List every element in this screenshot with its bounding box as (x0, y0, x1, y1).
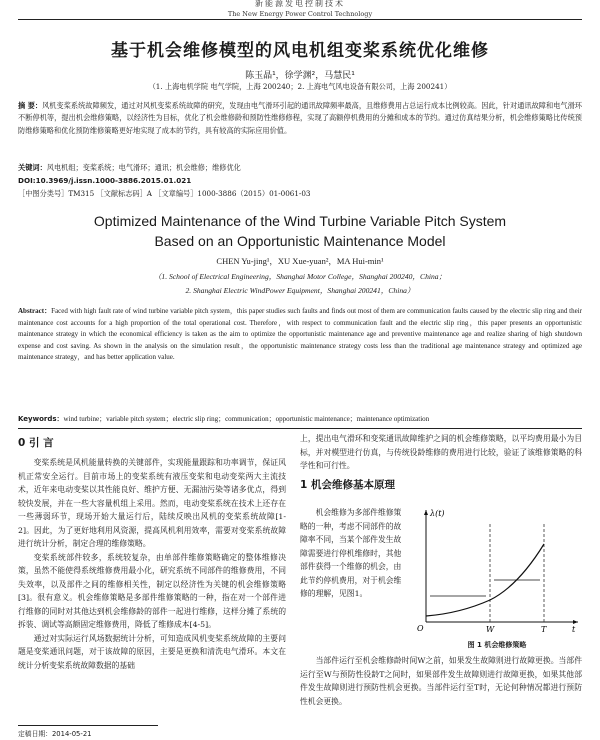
figure-wrap-text (300, 506, 404, 601)
abstract-cn-text: 风机变桨系统故障频发，通过对风机变桨系统故障的研究，发现由电气滑环引起的通讯故障频率最高，且维修费用占总运行成本比例较高。因此，针对通讯故障和电气滑环不断停机等，提出机会维修策略，以经济性为目标，优化了机会维修龄和预防性维修修程，实现了高额停机费用的分摊和成本的节约。通过仿真结果分析，机会维修策略比传统预防维修策略和优化预防维修策略更好地实现了成本的节约，具有较高的实际应用价值。 (18, 101, 582, 135)
footer-received-date: 定稿日期：2014-05-21 (18, 730, 92, 738)
paper-title-cn: 基于机会维修模型的风电机组变桨系统优化维修 (111, 41, 489, 61)
figure-1-caption: 图 1 机会维修策略 (467, 641, 527, 649)
figure-1 (412, 504, 582, 642)
abstract-en (18, 306, 582, 364)
authors-cn: 陈玉晶¹，徐学渊²，马慧民¹ (245, 71, 355, 81)
right-paragraph-2: 当部件运行至机会维修龄时间W之前，如果发生故障则进行故障更换。当部件运行至W与预防性役龄T之间时，如果部件发生故障则进行故障更换，如果其他部件发生故障则进行预防性机会更换。当部件运行至T时，无论何种情况都进行预防性机会更换。 (300, 656, 582, 706)
keywords-cn-text: 风电机组；变桨系统；电气滑环；通讯；机会维修；维修优化 (46, 163, 241, 172)
section-1-title: 1 机会维修基本原理 (300, 478, 395, 491)
abstract-cn (18, 100, 582, 137)
abstract-en-text: Faced with high fault rate of wind turbine variable pitch system，this paper studies such faults and finds out most of them are communication faults caused by the electric slip ring and their maintenance cost accounts for a high proportion of the total operational cost. Therefore，with respect to communication fault and the electric slip ring，this paper presents an opportunistic maintenance strategy in which the economical efficiency is taken as the aim to optimize the opportunistic maintenance age and preventive maintenance age and realize sharing of high shutdown expense and cost saving. As shown in the analysis on the simulation result，the opportunistic maintenance strategy costs less than the traditional age maintenance strategy and optimized age maintenance strategy，and has better application value. (18, 307, 582, 362)
section-0-paragraph-1: 变桨系统是风机能量转换的关键部件，实现能量跟踪和功率调节，保证风机正常安全运行。目前市场上的变桨系统有液压变桨和电动变桨两大主流技术，近年来电动变桨以其性能良好、维护方便、无漏油污染等诸多优点，得到较快发展，并在一些大容量机组上采用。然而，电动变桨系统在技术上还存在一些薄弱环节，现场开始大量运行后，陆续反映出风机的变桨系统故障[1-2]。因此，为了更好地利用风资源，提高风机利用效率，需要对变桨系统故障进行统计分析，制定合理的维修策略。 (18, 458, 286, 548)
section-0-paragraph-2: 变桨系统部件较多，系统较复杂，由单部件维修策略确定的整体维修决策，虽然不能使得系统维修费用最小化，研究系统不同部件的维修费用，不同失效率，以及部件之间的维修相关性，制定以经济性为关键的机会维修策略[3]。很有意义。机会维修策略是多部件维修策略的一种，指在对一个部件进行维修的同时对其他达到机会维修龄的部件一起进行维修，这样分摊了系统的拆装、调试等高额固定维修费用，降低了维修成本[4-5]。 (18, 552, 286, 629)
keywords-en-text: wind turbine；variable pitch system；electric slip ring；communication；opportunistic maintenance；maintenance optimization (63, 415, 430, 423)
affil-en-line1: （1. School of Electrical Engineering，Shanghai Motor College，Shanghai 200240，China； (153, 272, 447, 281)
paper-title-en (0, 211, 600, 251)
figure-x-arrow-icon (573, 620, 578, 624)
title-en-line2: Based on an Opportunistic Maintenance Model (154, 233, 446, 249)
keywords-cn-label: 关键词： (18, 163, 47, 172)
figure-y-label: λ(t) (430, 509, 445, 518)
affiliation-cn: （1. 上海电机学院 电气学院，上海 200240；2. 上海电气风电设备有限公司，上海 200241） (148, 82, 452, 91)
keywords-en (18, 414, 582, 425)
figure-w-label: W (486, 625, 495, 634)
classification: ［中图分类号］TM315 ［文献标志码］A ［文章编号］1000-3886（2015）01-0061-03 (18, 189, 311, 198)
figure-y-arrow-icon (424, 510, 428, 515)
right-paragraph-1: 上，提出电气滑环和变桨通讯故障维护之间的机会维修策略，以平均费用最小为目标，并对模型进行仿真，与传统役龄维修的费用进行比较，验证了该维修策略的科学性和可行性。 (300, 434, 582, 470)
header-divider (18, 19, 582, 20)
journal-header-en: The New Energy Power Control Technology (227, 10, 373, 18)
body-right-column (300, 432, 582, 722)
affil-en-line2: 2. Shanghai Electric WindPower Equipment，Shanghai 200241，China） (185, 286, 415, 295)
title-en-line1: Optimized Maintenance of the Wind Turbine Variable Pitch System (93, 213, 507, 229)
affiliation-en (0, 270, 600, 298)
figure-wrap-text-content: 机会维修为多部件维修策略的一种，考虑不同部件的故障率不同，当某个部件发生故障需要进行停机维修时，其他部件获得一个维修的机会，由此节约停机费用，对于机会维修的理解，见图1。 (300, 508, 402, 598)
figure-origin-label: O (417, 624, 424, 633)
authors-en: CHEN Yu-jing¹，XU Xue-yuan²，MA Hui-min¹ (216, 256, 384, 266)
figure-t-axis-label: t (572, 625, 576, 634)
body-left-column (18, 432, 286, 672)
keywords-cn (18, 162, 582, 174)
doi: DOI:10.3969/j.issn.1000-3886.2015.01.021 (18, 176, 192, 185)
abstract-divider (18, 428, 582, 429)
keywords-en-label: Keywords： (18, 415, 64, 423)
section-0-paragraph-3: 通过对实际运行风场数据统计分析，可知造成风机变桨系统故障的主要问题是变桨通讯问题，对于该故障的原因，主要是更换和清洗电气滑环。本文在统计分析变桨系统故障数据的基础 (18, 633, 286, 670)
figure-t-label: T (541, 625, 547, 634)
footer-divider (18, 725, 158, 726)
section-0-title: 0 引 言 (18, 437, 54, 449)
journal-header-cn: 新能源发电控制技术 (255, 0, 345, 8)
figure-1-svg (412, 504, 582, 642)
abstract-en-label: Abstract： (18, 307, 52, 315)
abstract-cn-label: 摘 要： (18, 101, 43, 110)
